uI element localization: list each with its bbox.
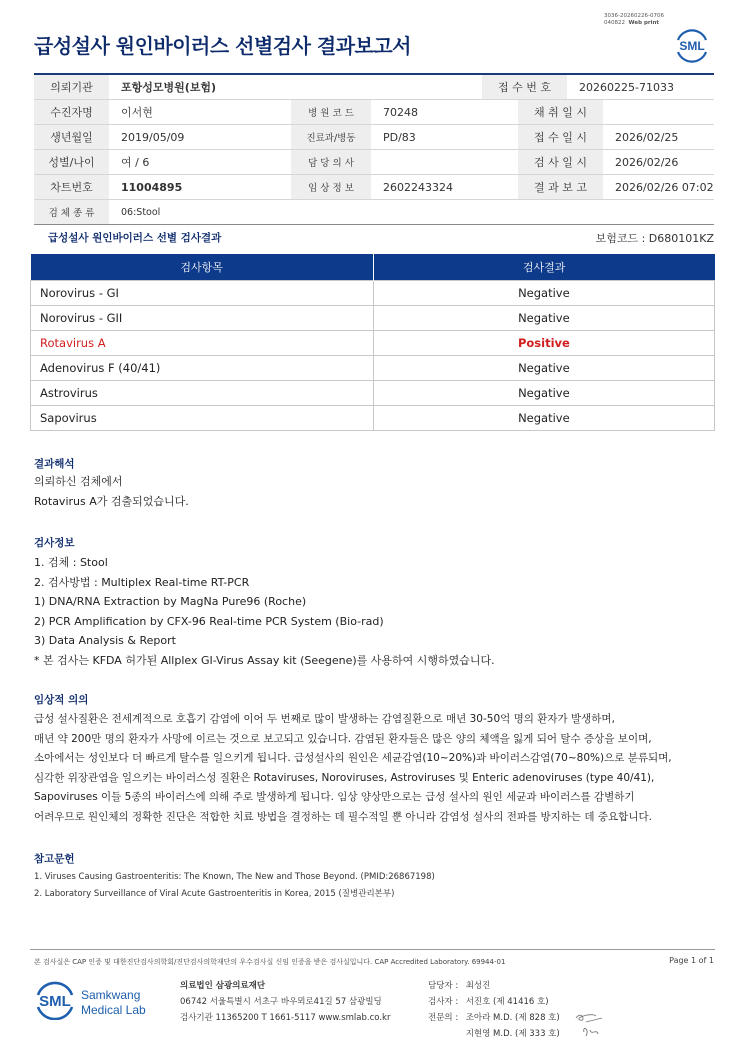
info-label: 접 수 번 호 [482,75,567,99]
staff-role: 전문의 : [428,1013,459,1023]
page-number: Page 1 of 1 [669,956,714,965]
page-title: 급성설사 원인바이러스 선별검사 결과보고서 [34,34,411,58]
info-label: 수진자명 [34,100,109,124]
reference-item: 2. Laboratory Surveillance of Viral Acute Gastroenteritis in Korea, 2015 (질병관리본부) [34,889,395,899]
result-item: Sapovirus [31,406,374,431]
info-row [34,175,714,200]
info-value: 이서현 [121,106,153,119]
info-label: 임 상 정 보 [291,175,371,199]
result-row [31,306,715,331]
info-value: 20260225-71033 [579,80,674,94]
organization-address: 06742 서울특별시 서초구 바우뫼로41길 57 삼광빌딩 [180,997,382,1007]
results-table [30,254,715,431]
staff-name: 지현영 M.D. (제 333 호) [465,1029,560,1039]
info-value: 여 / 6 [121,156,150,169]
test-info-line: 2) PCR Amplification by CFX-96 Real-time PCR System (Bio-rad) [34,614,384,628]
info-label: 진료과/병동 [291,125,371,149]
info-value: 2026/02/26 [615,155,679,169]
info-label: 담 당 의 사 [291,150,371,174]
info-label: 차트번호 [34,175,109,199]
staff-role: 검사자 : [428,997,459,1007]
test-info-text [34,553,495,670]
clinical-line: 소아에서는 성인보다 더 빠르게 탈수를 일으키게 됩니다. 급성설사의 원인은 세균감염(10~20%)과 바이러스감염(70~80%)으로 분류되며, [34,752,672,764]
info-value: PD/83 [383,130,416,144]
result-row [31,281,715,306]
reference-item: 1. Viruses Causing Gastroenteritis: The Known, The New and Those Beyond. (PMID:26867198) [34,872,435,882]
info-row [34,100,714,125]
staff-list [428,978,560,1042]
info-row [34,75,714,100]
test-info-line: 1) DNA/RNA Extraction by MagNa Pure96 (Roche) [34,595,307,608]
organization-contact: 검사기관 11365200 T 1661-5117 www.smlab.co.kr [180,1013,391,1023]
test-info-line: 2. 검사방법 : Multiplex Real-time RT-PCR [34,575,250,589]
signature-icon [572,1008,612,1040]
info-label: 성별/나이 [34,150,109,174]
result-value: Negative [373,281,714,306]
staff-role: 담당자 : [428,981,459,991]
results-header-row [31,254,715,281]
result-value: Negative [373,406,714,431]
logo-mark-text: SML [39,993,71,1010]
clinical-line: 매년 약 200만 명의 환자가 사망에 이르는 것으로 보고되고 있습니다. 감염된 환자들은 많은 양의 체액을 잃게 되어 탈수 증상을 보이며, [34,732,652,745]
clinical-text [34,710,672,827]
info-label: 접 수 일 시 [518,125,603,149]
info-label: 생년월일 [34,125,109,149]
staff-row [428,994,560,1010]
web-print-tag: Web print [628,20,660,26]
header-result: 검사결과 [373,254,714,281]
organization-name: 의료법인 삼광의료재단 [180,981,266,991]
info-label: 의뢰기관 [34,75,109,99]
sml-logo-icon [672,24,712,64]
footer-divider [30,949,715,950]
clinical-title: 임상적 의의 [34,694,89,706]
clinical-line: 어려우므로 원인체의 정확한 진단은 적합한 치료 방법을 결정하는 데 필수적일 뿐 아니라 감염성 설사의 전파를 방지하는 데 중요합니다. [34,810,652,823]
staff-row [428,978,560,994]
result-row [31,356,715,381]
staff-name: 조아라 M.D. (제 828 호) [465,1013,560,1023]
document-code-line-1: 3036-20260226-0706 [604,13,664,19]
interpretation-title: 결과해석 [34,458,75,470]
test-info-line: 3) Data Analysis & Report [34,634,176,647]
interpretation-line: 의뢰하신 검체에서 [34,475,123,488]
info-value: 11004895 [121,180,183,194]
insurance-code: 보험코드 : D680101KZ [595,232,714,245]
info-row [34,200,714,225]
clinical-line: Sapoviruses 이들 5종의 바이러스에 의해 주로 발생하게 됩니다. 임상 양상만으로는 급성 설사의 원인 세균과 바이러스를 감별하기 [34,791,635,803]
result-value: Negative [373,381,714,406]
results-section-title: 급성설사 원인바이러스 선별 검사결과 [48,232,222,244]
references-list [34,869,435,903]
info-label: 병 원 코 드 [291,100,371,124]
result-value: Negative [373,306,714,331]
results-body [31,281,715,431]
clinical-line: 심각한 위장관염을 일으키는 바이러스성 질환은 Rotaviruses, Noroviruses, Astroviruses 및 Enteric adenoviruses (type 40/41), [34,771,655,784]
references-title: 참고문헌 [34,853,75,865]
info-value: 2019/05/09 [121,130,185,144]
test-info-title: 검사정보 [34,537,75,549]
staff-name: 서진호 (제 41416 호) [465,997,549,1007]
interpretation-line: Rotavirus A가 검출되었습니다. [34,494,189,508]
result-item: Rotavirus A [31,331,374,356]
organization-info [180,978,390,1026]
result-item: Norovirus - GII [31,306,374,331]
logo-line-2: Medical Lab [81,1003,146,1017]
info-row [34,150,714,175]
info-label: 채 취 일 시 [518,100,603,124]
info-label: 검 체 종 류 [34,200,109,224]
result-row [31,381,715,406]
staff-name: 최성진 [465,981,491,991]
accreditation-note: 본 검사실은 CAP 인증 및 대한진단검사의학회/진단검사의학재단의 우수검사실 신임 인증을 받은 검사실입니다. CAP Accredited Laboratory. 69944-01 [34,958,506,966]
info-value: 2026/02/26 07:02 [615,180,714,194]
result-row [31,331,715,356]
header-item: 검사항목 [31,254,374,281]
info-label: 결 과 보 고 [518,175,603,199]
result-item: Adenovirus F (40/41) [31,356,374,381]
info-value: 2026/02/25 [615,130,679,144]
info-value [371,150,518,174]
logo-top-text: SML [679,39,705,53]
logo-line-1: Samkwang [81,988,141,1002]
samkwang-logo-icon [36,980,156,1020]
interpretation-text [34,472,189,511]
info-value: 포항성모병원(보험) [121,81,217,94]
result-item: Astrovirus [31,381,374,406]
info-value [603,100,714,124]
patient-info-table [34,73,714,225]
clinical-line: 급성 설사질환은 전세계적으로 호흡기 감염에 이어 두 번째로 많이 발생하는 감염질환으로 매년 30-50억 명의 환자가 발생하며, [34,713,615,725]
staff-row [428,1010,560,1026]
info-value: 2602243324 [383,180,453,194]
test-info-line: * 본 검사는 KFDA 허가된 Allplex GI-Virus Assay kit (Seegene)를 사용하여 시행하였습니다. [34,653,495,667]
staff-row [428,1026,560,1042]
result-item: Norovirus - GI [31,281,374,306]
info-value: 70248 [383,105,418,119]
info-value: 06:Stool [121,206,161,218]
document-code-line-2: 040822 [604,20,625,26]
info-label: 검 사 일 시 [518,150,603,174]
result-row [31,406,715,431]
result-value: Positive [373,331,714,356]
info-row [34,125,714,150]
result-value: Negative [373,356,714,381]
test-info-line: 1. 검체 : Stool [34,556,108,569]
